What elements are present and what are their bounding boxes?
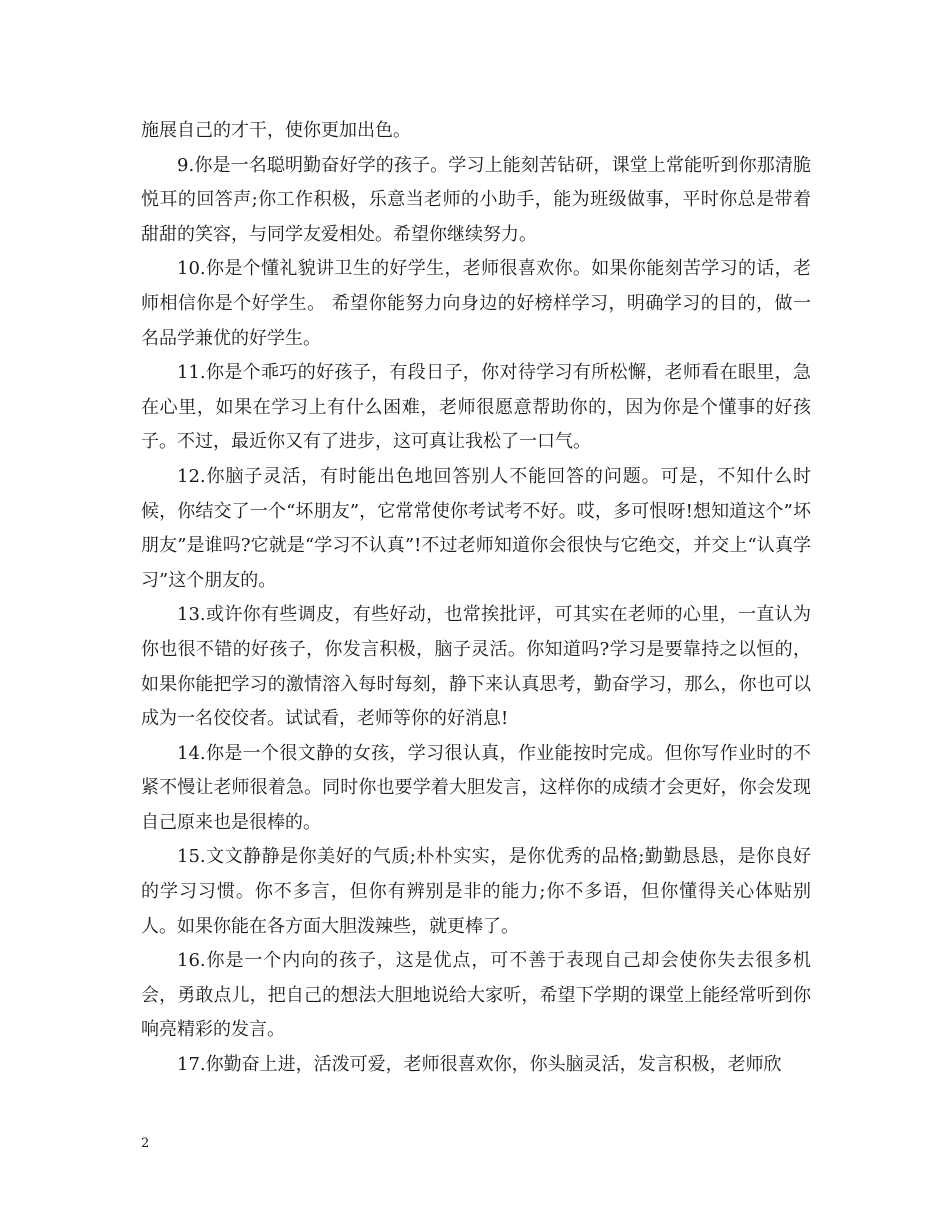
- paragraph-item-15: 15.文文静静是你美好的气质;朴朴实实，是你优秀的品格;勤勤恳恳，是你良好的学习习惯。你不多言，但你有辨别是非的能力;你不多语，但你懂得关心体贴别人。如果你能在各方面大胆泼辣些，就更棒了。: [141, 846, 811, 937]
- paragraph-item-12: 12.你脑子灵活，有时能出色地回答别人不能回答的问题。可是，不知什么时候，你结交了一个“坏朋友”，它常常使你考试考不好。哎，多可恨呀!想知道这个”坏朋友”是谁吗?它就是“学习不认真”!不过老师知道你会很快与它绝交，并交上“认真学习”这个朋友的。: [141, 465, 811, 591]
- paragraph-item-11: 11.你是个乖巧的好孩子，有段日子，你对待学习有所松懈，老师看在眼里，急在心里，如果在学习上有什么困难，老师很愿意帮助你的，因为你是个懂事的好孩子。不过，最近你又有了进步，这可真让我松了一口气。: [141, 362, 811, 453]
- paragraph-item-14: 14.你是一个很文静的女孩，学习很认真，作业能按时完成。但你写作业时的不紧不慢让老师很着急。同时你也要学着大胆发言，这样你的成绩才会更好，你会发现自己原来也是很棒的。: [141, 742, 811, 833]
- paragraph-item-13: 13.或许你有些调皮，有些好动，也常挨批评，可其实在老师的心里，一直认为你也很不错的好孩子，你发言积极，脑子灵活。你知道吗?学习是要靠持之以恒的，如果你能把学习的激情溶入每时每刻，静下来认真思考，勤奋学习，那么，你也可以成为一名佼佼者。试试看，老师等你的好消息!: [141, 604, 811, 730]
- page-number: 2: [141, 1136, 150, 1151]
- document-body: [141, 114, 811, 1083]
- paragraph-item-10: 10.你是个懂礼貌讲卫生的好学生，老师很喜欢你。如果你能刻苦学习的话，老师相信你是个好学生。 希望你能努力向身边的好榜样学习，明确学习的目的，做一名品学兼优的好学生。: [141, 258, 811, 349]
- paragraph-item-9: 9.你是一名聪明勤奋好学的孩子。学习上能刻苦钻研，课堂上常能听到你那清脆悦耳的回答声;你工作积极，乐意当老师的小助手，能为班级做事，平时你总是带着甜甜的笑容，与同学友爱相处。希望你继续努力。: [141, 154, 811, 245]
- paragraph-item-16: 16.你是一个内向的孩子，这是优点，可不善于表现自己却会使你失去很多机会，勇敢点儿，把自己的想法大胆地说给大家听，希望下学期的课堂上能经常听到你响亮精彩的发言。: [141, 950, 811, 1041]
- paragraph-continuation: 施展自己的才干，使你更加出色。: [141, 120, 411, 141]
- paragraph-item-17: 17.你勤奋上进，活泼可爱，老师很喜欢你，你头脑灵活，发言积极，老师欣: [177, 1054, 782, 1076]
